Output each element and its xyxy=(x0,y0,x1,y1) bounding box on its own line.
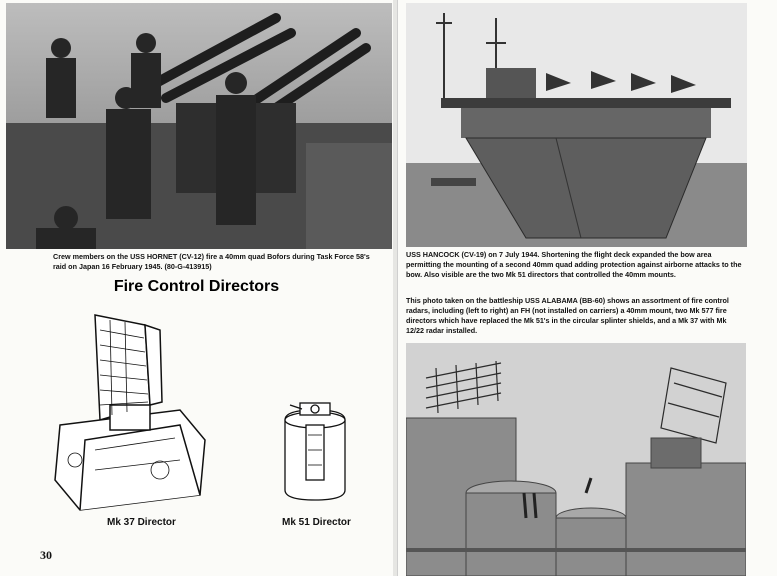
section-title: Fire Control Directors xyxy=(113,278,280,295)
alabama-photo-caption: This photo taken on the battleship USS ALABAMA (BB-60) shows an assortment of fire control radars, including (left to right) an FH (not installed on carriers) a 40mm mount, two Mk 577 fire directors which have replaced the Mk 51's in the circular splinter shields, and a Mk 37 with Mk 12/22 radar installed. xyxy=(406,296,729,335)
mk51-director-diagram xyxy=(270,395,360,505)
hancock-bow-image xyxy=(406,3,747,247)
hancock-photo-caption: USS HANCOCK (CV-19) on 7 July 1944. Shortening the flight deck expanded the bow area permitting the mounting of a second 40mm quad adding protection against airborne attacks to the bow. Also visible are the two Mk 51 directors that controlled the 40mm mounts. xyxy=(406,250,742,279)
bofors-crew-image xyxy=(6,3,392,249)
page-number: 30 xyxy=(40,548,52,562)
right-page xyxy=(397,0,777,576)
bofors-photo-caption: Crew members on the USS HORNET (CV-12) fire a 40mm quad Bofors during Task Force 58's raid on Japan 16 February 1945. (80-G-413915) xyxy=(53,252,370,271)
hancock-bow-photo xyxy=(406,3,747,247)
mk51-director-label: Mk 51 Director xyxy=(282,517,351,528)
alabama-radars-photo xyxy=(406,343,746,576)
alabama-radars-image xyxy=(406,343,746,576)
bofors-crew-photo xyxy=(6,3,392,249)
mk37-director-diagram xyxy=(40,310,220,515)
mk37-director-label: Mk 37 Director xyxy=(107,517,176,528)
